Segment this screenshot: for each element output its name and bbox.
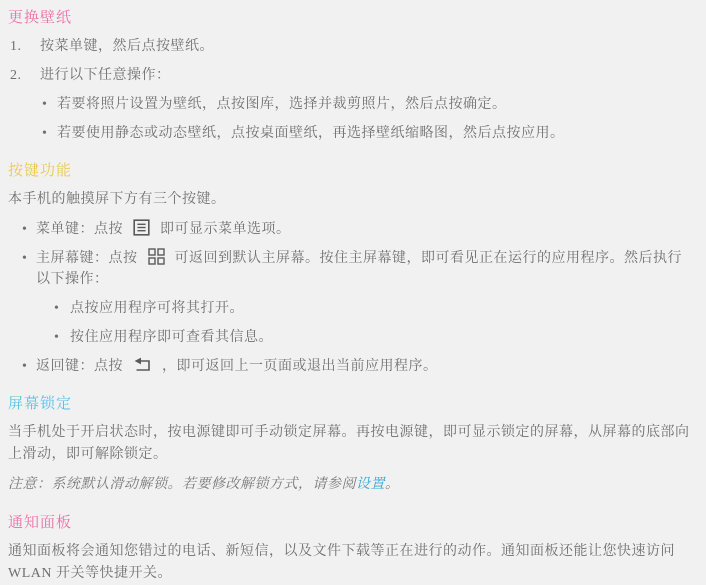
list-item-step-1 (10, 36, 696, 57)
list-item-app-info: • 按住应用程序即可查看其信息。 (54, 327, 696, 348)
list-item-back-key (22, 356, 696, 377)
section-title-notifications: 通知面板 (8, 515, 73, 531)
list-item-menu-key (22, 219, 696, 240)
home-key-icon (148, 248, 165, 265)
settings-link[interactable]: 设置 (356, 477, 385, 492)
keys-list (8, 219, 696, 377)
menu-key-icon (133, 219, 150, 236)
notifications-body-text: 通知面板将会通知您错过的电话、新短信，以及文件下载等正在进行的动作。通知面板还能让您快速访问 WLAN 开关等快捷开关。 (8, 544, 675, 581)
lock-body-text: 当手机处于开启状态时，按电源键即可手动锁定屏幕。再按电源键，即可显示锁定的屏幕，从屏幕的底部向上滑动，即可解除锁定。 (8, 425, 690, 462)
wallpaper-options-list (8, 94, 696, 144)
wallpaper-steps-list (8, 36, 696, 144)
lock-note-suffix: 。 (385, 477, 400, 492)
step-text: 进行以下任意操作： (40, 68, 171, 83)
menu-key-text-after: 即可显示菜单选项。 (160, 222, 291, 237)
back-key-icon (133, 357, 152, 373)
back-key-text-after: ，即可返回上一页面或退出当前应用程序。 (162, 359, 438, 374)
step-number: 1. (10, 39, 22, 54)
lock-note-prefix: 注意：系统默认滑动解锁。若要修改解锁方式，请参阅 (8, 477, 356, 492)
section-title-keys: 按键功能 (8, 163, 73, 179)
keys-intro-text: 本手机的触摸屏下方有三个按键。 (8, 192, 226, 207)
list-item-open-app: • 点按应用程序可将其打开。 (54, 298, 696, 319)
section-title-lock: 屏幕锁定 (8, 396, 73, 412)
list-item-option-live: • 若要使用静态或动态壁纸，点按桌面壁纸，再选择壁纸缩略图，然后点按应用。 (42, 123, 696, 144)
menu-key-text-before: 菜单键：点按 (36, 222, 123, 237)
list-item-home-key (22, 248, 696, 290)
section-title-wallpaper: 更换壁纸 (8, 10, 73, 26)
list-item-step-2 (10, 65, 696, 86)
home-key-text-before: 主屏幕键：点按 (36, 251, 138, 266)
list-item-option-photo: • 若要将照片设置为壁纸，点按图库，选择并裁剪照片，然后点按确定。 (42, 94, 696, 115)
home-key-sublist (8, 298, 696, 348)
step-text: 按菜单键，然后点按壁纸。 (40, 39, 214, 54)
lock-note (8, 474, 696, 496)
back-key-text-before: 返回键：点按 (36, 359, 123, 374)
home-key-text-after: 可返回到默认主屏幕。按住主屏幕键，即可看见正在运行的应用程序。然后执行以下操作： (36, 251, 682, 287)
step-number: 2. (10, 68, 22, 83)
